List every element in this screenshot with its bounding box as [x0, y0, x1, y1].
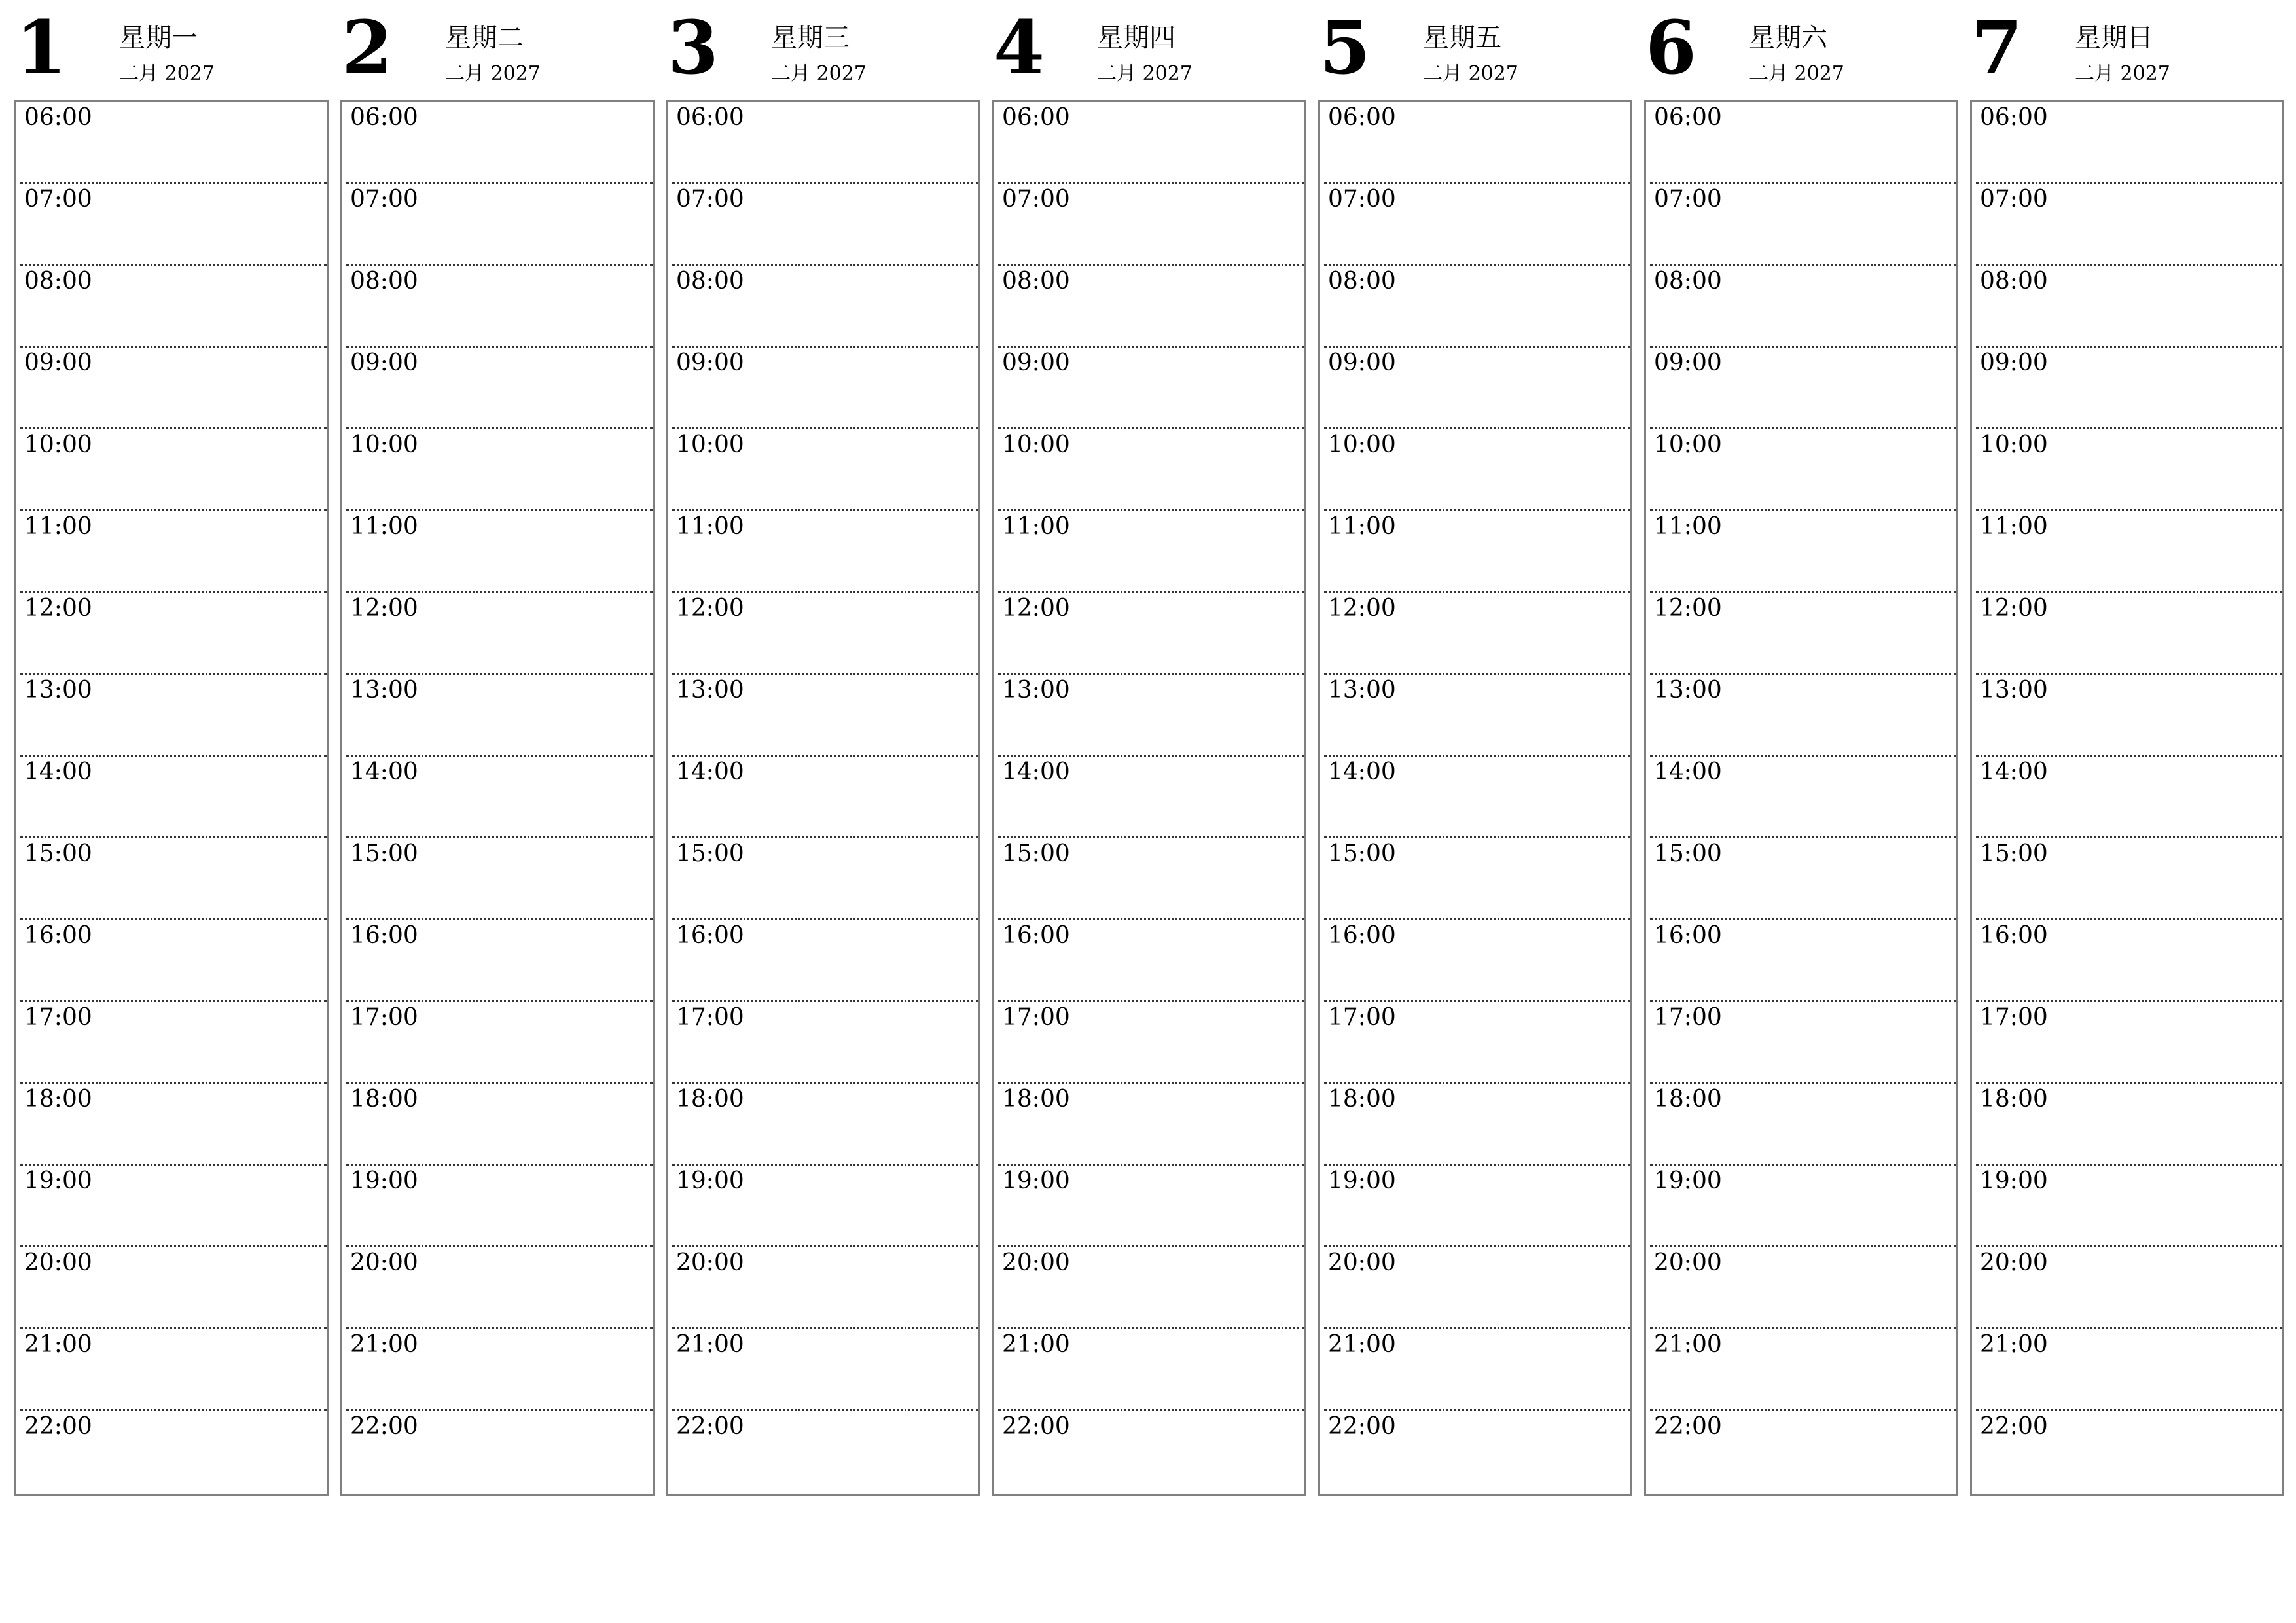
time-label: 08:00 [1654, 268, 1722, 294]
time-label: 19:00 [24, 1168, 92, 1194]
time-slot[interactable] [1650, 757, 1956, 838]
time-label: 20:00 [676, 1249, 744, 1276]
time-slot[interactable] [1650, 266, 1956, 348]
day-month-year: 二月 2027 [1097, 62, 1193, 85]
time-slot[interactable] [998, 1084, 1304, 1166]
day-column-2 [340, 0, 653, 1499]
time-label: 08:00 [1328, 268, 1396, 294]
time-slot[interactable] [1650, 1166, 1956, 1247]
time-slot[interactable] [1324, 1002, 1630, 1084]
time-label: 10:00 [24, 431, 92, 458]
time-slot[interactable] [672, 348, 978, 429]
time-label: 16:00 [1002, 922, 1070, 949]
time-label: 19:00 [1654, 1168, 1722, 1194]
time-label: 16:00 [350, 922, 418, 949]
time-label: 17:00 [24, 1004, 92, 1031]
time-slot[interactable] [672, 102, 978, 184]
time-slot[interactable] [998, 593, 1304, 675]
time-slot[interactable] [1976, 102, 2282, 184]
time-label: 21:00 [1654, 1331, 1722, 1358]
time-label: 22:00 [350, 1413, 418, 1440]
time-label: 16:00 [24, 922, 92, 949]
time-label: 13:00 [1654, 677, 1722, 704]
time-slot[interactable] [672, 1411, 978, 1493]
time-slot[interactable] [998, 1002, 1304, 1084]
time-slot[interactable] [1650, 1247, 1956, 1329]
time-slot[interactable] [346, 429, 653, 511]
time-label: 16:00 [676, 922, 744, 949]
time-label: 18:00 [1002, 1086, 1070, 1113]
time-label: 18:00 [350, 1086, 418, 1113]
time-slot[interactable] [1324, 266, 1630, 348]
day-header [1318, 0, 1631, 98]
time-slot[interactable] [346, 1247, 653, 1329]
time-slot[interactable] [998, 1247, 1304, 1329]
time-label: 15:00 [1002, 840, 1070, 867]
time-label: 21:00 [1002, 1331, 1070, 1358]
time-slot[interactable] [346, 593, 653, 675]
time-slot[interactable] [998, 920, 1304, 1002]
day-header [666, 0, 979, 98]
day-name: 星期六 [1749, 23, 1827, 53]
time-label: 07:00 [676, 186, 744, 213]
day-schedule-box [340, 100, 655, 1496]
time-slot[interactable] [346, 184, 653, 266]
time-slot[interactable] [672, 593, 978, 675]
day-column-4 [992, 0, 1305, 1499]
time-slot[interactable] [346, 1002, 653, 1084]
time-label: 08:00 [24, 268, 92, 294]
time-label: 21:00 [1980, 1331, 2048, 1358]
time-label: 11:00 [350, 513, 418, 540]
time-slot[interactable] [20, 593, 327, 675]
time-slot[interactable] [998, 757, 1304, 838]
time-slot[interactable] [1650, 838, 1956, 920]
time-slot[interactable] [1976, 1411, 2282, 1493]
time-label: 08:00 [1980, 268, 2048, 294]
time-slot[interactable] [346, 266, 653, 348]
time-slot[interactable] [20, 348, 327, 429]
time-label: 11:00 [1002, 513, 1070, 540]
time-slot[interactable] [1650, 1411, 1956, 1493]
time-label: 09:00 [1654, 349, 1722, 376]
time-slot[interactable] [346, 102, 653, 184]
time-slot[interactable] [672, 1002, 978, 1084]
time-label: 17:00 [676, 1004, 744, 1031]
time-slot[interactable] [1976, 266, 2282, 348]
day-column-1 [14, 0, 327, 1499]
time-label: 12:00 [1654, 595, 1722, 622]
time-label: 06:00 [24, 104, 92, 131]
day-column-6 [1644, 0, 1957, 1499]
time-slot[interactable] [998, 266, 1304, 348]
time-slot[interactable] [1650, 1002, 1956, 1084]
time-label: 10:00 [1980, 431, 2048, 458]
time-label: 11:00 [1980, 513, 2048, 540]
time-label: 20:00 [1002, 1249, 1070, 1276]
time-label: 14:00 [1328, 758, 1396, 785]
time-slot[interactable] [1976, 348, 2282, 429]
time-slot[interactable] [1650, 920, 1956, 1002]
time-label: 19:00 [1002, 1168, 1070, 1194]
day-number: 2 [342, 5, 393, 91]
time-label: 07:00 [1328, 186, 1396, 213]
time-label: 12:00 [1328, 595, 1396, 622]
time-slot[interactable] [346, 838, 653, 920]
time-slot[interactable] [1324, 511, 1630, 593]
time-slot[interactable] [672, 511, 978, 593]
time-label: 21:00 [350, 1331, 418, 1358]
time-slot[interactable] [346, 1166, 653, 1247]
time-label: 18:00 [1328, 1086, 1396, 1113]
day-number: 1 [16, 5, 67, 91]
day-name: 星期三 [771, 23, 850, 53]
time-slot[interactable] [346, 348, 653, 429]
day-schedule-box [992, 100, 1306, 1496]
time-slot[interactable] [346, 757, 653, 838]
time-slot[interactable] [1976, 920, 2282, 1002]
day-column-3 [666, 0, 979, 1499]
day-month-year: 二月 2027 [445, 62, 541, 85]
time-slot[interactable] [1976, 757, 2282, 838]
time-slot[interactable] [20, 429, 327, 511]
time-label: 11:00 [676, 513, 744, 540]
time-slot[interactable] [672, 429, 978, 511]
day-number: 6 [1645, 5, 1696, 91]
time-label: 12:00 [676, 595, 744, 622]
time-label: 09:00 [24, 349, 92, 376]
time-slot[interactable] [998, 102, 1304, 184]
time-slot[interactable] [998, 429, 1304, 511]
time-label: 09:00 [1328, 349, 1396, 376]
day-name: 星期二 [445, 23, 524, 53]
time-slot[interactable] [1324, 838, 1630, 920]
time-label: 07:00 [24, 186, 92, 213]
time-slot[interactable] [1976, 1002, 2282, 1084]
time-label: 22:00 [24, 1413, 92, 1440]
time-label: 22:00 [1328, 1413, 1396, 1440]
time-slot[interactable] [1324, 757, 1630, 838]
time-label: 14:00 [350, 758, 418, 785]
day-month-year: 二月 2027 [1423, 62, 1518, 85]
day-schedule-box [1970, 100, 2284, 1496]
time-label: 20:00 [1980, 1249, 2048, 1276]
time-label: 07:00 [1980, 186, 2048, 213]
time-slot[interactable] [1324, 920, 1630, 1002]
time-slot[interactable] [998, 1166, 1304, 1247]
time-label: 20:00 [350, 1249, 418, 1276]
time-label: 20:00 [24, 1249, 92, 1276]
time-label: 17:00 [1328, 1004, 1396, 1031]
time-slot[interactable] [1324, 593, 1630, 675]
time-label: 19:00 [676, 1168, 744, 1194]
time-label: 10:00 [350, 431, 418, 458]
time-slot[interactable] [1650, 675, 1956, 757]
time-label: 12:00 [350, 595, 418, 622]
time-slot[interactable] [1976, 593, 2282, 675]
time-slot[interactable] [998, 675, 1304, 757]
day-month-year: 二月 2027 [2075, 62, 2170, 85]
time-label: 21:00 [1328, 1331, 1396, 1358]
time-label: 11:00 [24, 513, 92, 540]
time-label: 19:00 [1328, 1168, 1396, 1194]
time-label: 17:00 [1002, 1004, 1070, 1031]
time-slot[interactable] [20, 511, 327, 593]
time-slot[interactable] [346, 1084, 653, 1166]
time-label: 06:00 [1002, 104, 1070, 131]
time-slot[interactable] [672, 838, 978, 920]
time-label: 20:00 [1328, 1249, 1396, 1276]
time-label: 16:00 [1328, 922, 1396, 949]
time-label: 19:00 [350, 1168, 418, 1194]
time-slot[interactable] [1976, 1166, 2282, 1247]
time-label: 15:00 [24, 840, 92, 867]
time-label: 09:00 [1002, 349, 1070, 376]
day-column-7 [1970, 0, 2283, 1499]
day-number: 5 [1319, 5, 1371, 91]
time-slot[interactable] [998, 348, 1304, 429]
time-slot[interactable] [1324, 1247, 1630, 1329]
day-name: 星期日 [2075, 23, 2153, 53]
time-slot[interactable] [1976, 838, 2282, 920]
day-header [992, 0, 1305, 98]
time-slot[interactable] [1650, 1329, 1956, 1411]
time-slot[interactable] [346, 511, 653, 593]
time-label: 22:00 [1654, 1413, 1722, 1440]
time-label: 18:00 [1654, 1086, 1722, 1113]
day-schedule-box [1318, 100, 1632, 1496]
time-slot[interactable] [672, 920, 978, 1002]
time-label: 16:00 [1980, 922, 2048, 949]
time-slot[interactable] [1324, 102, 1630, 184]
day-number: 7 [1971, 5, 2022, 91]
time-label: 09:00 [1980, 349, 2048, 376]
time-slot[interactable] [1650, 184, 1956, 266]
time-label: 12:00 [1980, 595, 2048, 622]
day-month-year: 二月 2027 [771, 62, 867, 85]
time-slot[interactable] [346, 1329, 653, 1411]
time-label: 19:00 [1980, 1168, 2048, 1194]
time-label: 08:00 [1002, 268, 1070, 294]
time-label: 17:00 [350, 1004, 418, 1031]
time-slot[interactable] [346, 1411, 653, 1493]
time-label: 14:00 [1002, 758, 1070, 785]
time-label: 06:00 [1980, 104, 2048, 131]
time-label: 12:00 [1002, 595, 1070, 622]
time-label: 10:00 [676, 431, 744, 458]
time-slot[interactable] [1324, 1329, 1630, 1411]
time-slot[interactable] [1976, 511, 2282, 593]
time-label: 15:00 [1980, 840, 2048, 867]
time-slot[interactable] [1324, 675, 1630, 757]
time-slot[interactable] [998, 1329, 1304, 1411]
time-slot[interactable] [672, 184, 978, 266]
time-slot[interactable] [20, 1166, 327, 1247]
time-slot[interactable] [1650, 102, 1956, 184]
time-label: 21:00 [24, 1331, 92, 1358]
time-slot[interactable] [672, 757, 978, 838]
time-label: 11:00 [1654, 513, 1722, 540]
time-label: 15:00 [1654, 840, 1722, 867]
time-label: 07:00 [350, 186, 418, 213]
time-label: 22:00 [1980, 1413, 2048, 1440]
time-slot[interactable] [998, 838, 1304, 920]
time-slot[interactable] [1324, 429, 1630, 511]
time-label: 15:00 [350, 840, 418, 867]
time-label: 06:00 [676, 104, 744, 131]
time-slot[interactable] [672, 1247, 978, 1329]
time-slot[interactable] [20, 1329, 327, 1411]
time-label: 06:00 [1328, 104, 1396, 131]
time-slot[interactable] [20, 1247, 327, 1329]
time-label: 18:00 [24, 1086, 92, 1113]
time-slot[interactable] [20, 266, 327, 348]
time-slot[interactable] [20, 1411, 327, 1493]
time-label: 10:00 [1328, 431, 1396, 458]
time-label: 08:00 [350, 268, 418, 294]
time-slot[interactable] [20, 675, 327, 757]
time-label: 22:00 [1002, 1413, 1070, 1440]
day-header [340, 0, 653, 98]
time-slot[interactable] [20, 1084, 327, 1166]
time-slot[interactable] [20, 757, 327, 838]
time-label: 17:00 [1980, 1004, 2048, 1031]
time-label: 08:00 [676, 268, 744, 294]
time-slot[interactable] [1324, 1411, 1630, 1493]
time-slot[interactable] [1324, 184, 1630, 266]
day-name: 星期四 [1097, 23, 1175, 53]
time-label: 13:00 [676, 677, 744, 704]
time-slot[interactable] [1650, 1084, 1956, 1166]
time-label: 13:00 [1002, 677, 1070, 704]
time-label: 14:00 [676, 758, 744, 785]
day-number: 3 [668, 5, 719, 91]
time-label: 12:00 [24, 595, 92, 622]
time-slot[interactable] [1650, 429, 1956, 511]
day-header [1644, 0, 1957, 98]
day-name: 星期一 [119, 23, 198, 53]
day-name: 星期五 [1423, 23, 1501, 53]
time-slot[interactable] [346, 920, 653, 1002]
time-label: 11:00 [1328, 513, 1396, 540]
time-slot[interactable] [1976, 184, 2282, 266]
time-slot[interactable] [672, 1166, 978, 1247]
time-label: 22:00 [676, 1413, 744, 1440]
time-label: 13:00 [24, 677, 92, 704]
time-label: 13:00 [350, 677, 418, 704]
day-schedule-box [14, 100, 329, 1496]
day-schedule-box [1644, 100, 1958, 1496]
day-month-year: 二月 2027 [119, 62, 215, 85]
time-slot[interactable] [1650, 511, 1956, 593]
time-label: 14:00 [1654, 758, 1722, 785]
time-label: 13:00 [1980, 677, 2048, 704]
time-slot[interactable] [1976, 1084, 2282, 1166]
time-slot[interactable] [20, 184, 327, 266]
time-slot[interactable] [1324, 1084, 1630, 1166]
time-slot[interactable] [672, 1084, 978, 1166]
time-slot[interactable] [20, 920, 327, 1002]
time-slot[interactable] [672, 675, 978, 757]
time-slot[interactable] [998, 511, 1304, 593]
time-label: 17:00 [1654, 1004, 1722, 1031]
time-slot[interactable] [346, 675, 653, 757]
day-header [1970, 0, 2283, 98]
time-slot[interactable] [672, 1329, 978, 1411]
time-slot[interactable] [672, 266, 978, 348]
time-label: 07:00 [1654, 186, 1722, 213]
day-schedule-box [666, 100, 980, 1496]
time-label: 06:00 [350, 104, 418, 131]
time-slot[interactable] [1324, 1166, 1630, 1247]
time-label: 14:00 [24, 758, 92, 785]
day-number: 4 [994, 5, 1045, 91]
time-label: 06:00 [1654, 104, 1722, 131]
time-label: 20:00 [1654, 1249, 1722, 1276]
time-slot[interactable] [20, 838, 327, 920]
time-label: 09:00 [676, 349, 744, 376]
time-slot[interactable] [1976, 1329, 2282, 1411]
time-label: 07:00 [1002, 186, 1070, 213]
time-slot[interactable] [20, 1002, 327, 1084]
day-header [14, 0, 327, 98]
time-label: 18:00 [1980, 1086, 2048, 1113]
time-label: 10:00 [1654, 431, 1722, 458]
time-label: 10:00 [1002, 431, 1070, 458]
time-label: 18:00 [676, 1086, 744, 1113]
time-slot[interactable] [1976, 429, 2282, 511]
time-slot[interactable] [1650, 593, 1956, 675]
time-label: 09:00 [350, 349, 418, 376]
time-slot[interactable] [1976, 675, 2282, 757]
day-column-5 [1318, 0, 1631, 1499]
time-label: 13:00 [1328, 677, 1396, 704]
time-label: 16:00 [1654, 922, 1722, 949]
time-slot[interactable] [998, 184, 1304, 266]
time-slot[interactable] [20, 102, 327, 184]
time-label: 15:00 [676, 840, 744, 867]
time-slot[interactable] [998, 1411, 1304, 1493]
time-slot[interactable] [1324, 348, 1630, 429]
time-label: 21:00 [676, 1331, 744, 1358]
time-label: 15:00 [1328, 840, 1396, 867]
time-slot[interactable] [1650, 348, 1956, 429]
day-month-year: 二月 2027 [1749, 62, 1844, 85]
time-label: 14:00 [1980, 758, 2048, 785]
time-slot[interactable] [1976, 1247, 2282, 1329]
